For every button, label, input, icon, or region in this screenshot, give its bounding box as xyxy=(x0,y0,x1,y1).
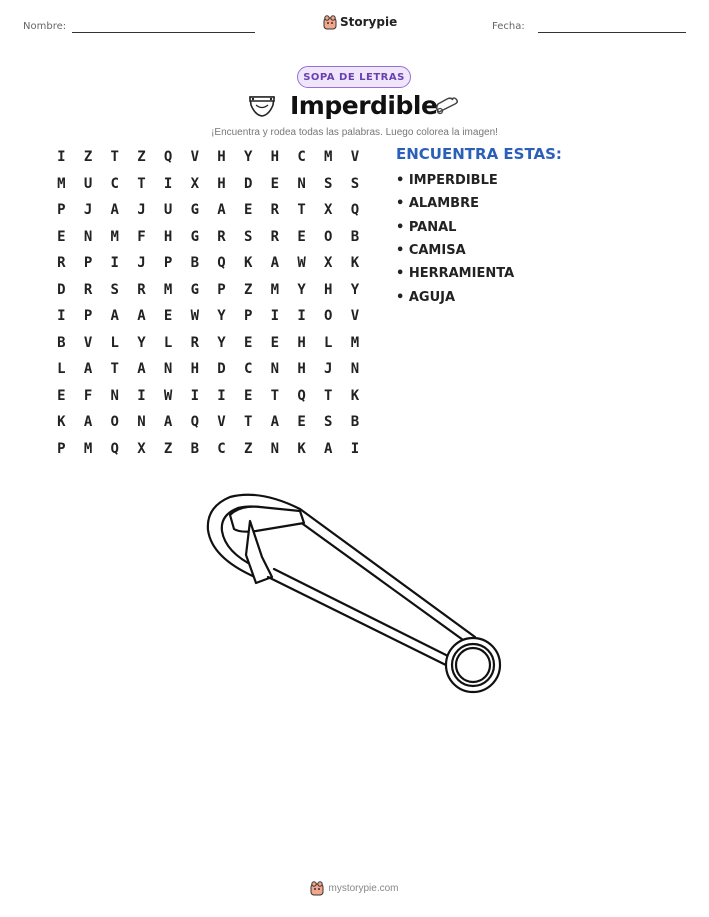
grid-letter[interactable]: L xyxy=(163,334,173,351)
grid-letter[interactable]: H xyxy=(163,228,173,245)
grid-letter[interactable]: H xyxy=(190,361,199,377)
grid-letter[interactable]: E xyxy=(270,175,280,192)
logo-text: Storypie xyxy=(340,15,398,29)
grid-letter[interactable]: Q xyxy=(297,387,306,404)
grid-letter[interactable]: V xyxy=(350,149,360,165)
grid-letter[interactable]: D xyxy=(217,361,226,377)
grid-letter[interactable]: W xyxy=(190,308,199,324)
grid-letter[interactable]: B xyxy=(350,228,360,245)
grid-letter[interactable]: K xyxy=(243,255,253,271)
grid-letter[interactable]: I xyxy=(297,308,306,324)
grid-letter[interactable]: L xyxy=(57,361,66,377)
grid-letter[interactable]: H xyxy=(324,281,333,298)
grid-row xyxy=(48,201,368,228)
grid-letter[interactable]: J xyxy=(83,202,93,218)
grid-letter[interactable]: R xyxy=(57,255,66,271)
grid-letter[interactable]: Y xyxy=(297,281,306,298)
grid-letter[interactable]: Y xyxy=(243,149,253,165)
grid-letter[interactable]: L xyxy=(110,334,119,351)
grid-letter[interactable]: Z xyxy=(137,149,146,165)
grid-letter[interactable]: Q xyxy=(163,149,173,165)
storypie-logo-icon xyxy=(323,14,337,30)
grid-letter[interactable]: G xyxy=(190,202,199,218)
grid-letter[interactable]: Q xyxy=(217,255,226,271)
grid-letter[interactable]: E xyxy=(57,387,66,404)
grid-letter[interactable]: B xyxy=(57,334,66,351)
grid-row xyxy=(48,228,368,255)
grid-letter[interactable]: R xyxy=(137,281,146,298)
grid-letter[interactable]: T xyxy=(110,361,119,377)
grid-letter[interactable]: B xyxy=(190,440,199,457)
grid-letter[interactable]: S xyxy=(110,281,119,298)
grid-letter[interactable]: N xyxy=(110,387,119,404)
word-item: • ALAMBRE xyxy=(396,196,479,211)
grid-letter[interactable]: Q xyxy=(110,440,119,457)
grid-letter[interactable]: I xyxy=(57,308,66,324)
grid-letter[interactable]: Q xyxy=(350,202,360,218)
grid-letter[interactable]: X xyxy=(324,202,333,218)
grid-letter[interactable]: T xyxy=(110,149,119,165)
name-label: Nombre: xyxy=(23,21,67,32)
grid-letter[interactable]: P xyxy=(243,308,253,324)
grid-letter[interactable]: S xyxy=(324,175,333,192)
grid-letter[interactable]: N xyxy=(270,440,280,457)
grid-letter[interactable]: J xyxy=(137,255,146,271)
grid-letter[interactable]: P xyxy=(163,255,173,271)
grid-letter[interactable]: Z xyxy=(163,440,173,457)
grid-letter[interactable]: M xyxy=(57,175,66,192)
grid-letter[interactable]: A xyxy=(270,255,280,271)
grid-letter[interactable]: I xyxy=(163,175,173,192)
grid-letter[interactable]: R xyxy=(270,202,280,218)
grid-letter[interactable]: N xyxy=(297,175,306,192)
grid-letter[interactable]: A xyxy=(83,361,93,377)
grid-letter[interactable]: A xyxy=(137,308,146,324)
grid-letter[interactable]: A xyxy=(217,202,226,218)
grid-letter[interactable]: Q xyxy=(190,414,199,430)
grid-letter[interactable]: A xyxy=(110,308,119,324)
grid-letter[interactable]: G xyxy=(190,228,199,245)
footer xyxy=(0,880,709,896)
grid-letter[interactable]: P xyxy=(57,440,66,457)
grid-letter[interactable]: T xyxy=(270,387,280,404)
grid-letter[interactable]: R xyxy=(83,281,93,298)
grid-letter[interactable]: K xyxy=(297,440,306,457)
grid-letter[interactable]: D xyxy=(243,175,253,192)
grid-letter[interactable]: H xyxy=(270,149,280,165)
grid-letter[interactable]: Y xyxy=(217,334,226,351)
grid-letter[interactable]: W xyxy=(163,387,173,404)
grid-letter[interactable]: E xyxy=(243,387,253,404)
grid-letter[interactable]: S xyxy=(324,414,333,430)
grid-letter[interactable]: N xyxy=(83,228,93,245)
grid-letter[interactable]: N xyxy=(137,414,146,430)
grid-row xyxy=(48,440,368,467)
grid-letter[interactable]: B xyxy=(190,255,199,271)
grid-letter[interactable]: I xyxy=(270,308,280,324)
grid-letter[interactable]: E xyxy=(163,308,173,324)
grid-letter[interactable]: K xyxy=(350,255,360,271)
grid-letter[interactable]: O xyxy=(324,228,333,245)
grid-letter[interactable]: R xyxy=(190,334,199,351)
grid-letter[interactable]: M xyxy=(350,334,360,351)
grid-letter[interactable]: J xyxy=(137,202,146,218)
grid-letter[interactable]: C xyxy=(217,440,226,457)
grid-letter[interactable]: A xyxy=(270,414,280,430)
name-input-line[interactable] xyxy=(72,32,255,33)
page-title: Imperdible xyxy=(290,91,438,120)
grid-letter[interactable]: A xyxy=(163,414,173,430)
grid-letter[interactable]: V xyxy=(190,149,199,165)
safety-pin-illustration xyxy=(200,485,510,700)
storypie-logo xyxy=(323,14,397,30)
grid-letter[interactable]: H xyxy=(297,361,306,377)
grid-letter[interactable]: X xyxy=(324,255,333,271)
grid-letter[interactable]: V xyxy=(350,308,360,324)
word-search-badge: SOPA DE LETRAS xyxy=(297,66,411,88)
grid-letter[interactable]: E xyxy=(297,414,306,430)
grid-letter[interactable]: P xyxy=(217,281,226,298)
grid-letter[interactable]: X xyxy=(137,440,146,457)
grid-letter[interactable]: C xyxy=(110,175,119,192)
grid-letter[interactable]: E xyxy=(243,334,253,351)
grid-letter[interactable]: Z xyxy=(243,440,253,457)
grid-letter[interactable]: J xyxy=(324,361,333,377)
grid-letter[interactable]: T xyxy=(137,175,146,192)
grid-letter[interactable]: M xyxy=(110,228,119,245)
grid-letter[interactable]: S xyxy=(350,175,360,192)
grid-letter[interactable]: M xyxy=(270,281,280,298)
grid-row xyxy=(48,307,368,334)
grid-letter[interactable]: F xyxy=(83,387,93,404)
grid-row xyxy=(48,413,368,440)
grid-letter[interactable]: I xyxy=(217,387,226,404)
grid-letter[interactable]: P xyxy=(83,308,93,324)
grid-letter[interactable]: P xyxy=(57,202,66,218)
grid-letter[interactable]: D xyxy=(57,281,66,298)
grid-letter[interactable]: W xyxy=(297,255,306,271)
footer-url[interactable]: mystorypie.com xyxy=(328,882,399,894)
grid-letter[interactable]: U xyxy=(163,202,173,218)
grid-row xyxy=(48,148,368,175)
grid-letter[interactable]: O xyxy=(110,414,119,430)
grid-letter[interactable]: E xyxy=(297,228,306,245)
grid-row xyxy=(48,254,368,281)
grid-letter[interactable]: S xyxy=(243,228,253,245)
grid-letter[interactable]: U xyxy=(83,175,93,192)
grid-letter[interactable]: P xyxy=(83,255,93,271)
grid-letter[interactable]: M xyxy=(324,149,333,165)
grid-letter[interactable]: H xyxy=(217,175,226,192)
grid-letter[interactable]: T xyxy=(243,414,253,430)
grid-letter[interactable]: C xyxy=(297,149,306,165)
grid-letter[interactable]: N xyxy=(270,361,280,377)
grid-letter[interactable]: Y xyxy=(217,308,226,324)
grid-letter[interactable]: E xyxy=(270,334,280,351)
word-item: • HERRAMIENTA xyxy=(396,266,515,281)
date-label: Fecha: xyxy=(492,21,525,32)
grid-letter[interactable]: O xyxy=(324,308,333,324)
grid-letter[interactable]: Y xyxy=(137,334,146,351)
grid-letter[interactable]: V xyxy=(83,334,93,351)
grid-letter[interactable]: N xyxy=(350,361,360,377)
grid-letter[interactable]: K xyxy=(57,414,66,430)
word-list-title: ENCUENTRA ESTAS: xyxy=(396,145,562,163)
grid-letter[interactable]: T xyxy=(324,387,333,404)
grid-row xyxy=(48,387,368,414)
grid-letter[interactable]: B xyxy=(350,414,360,430)
grid-letter[interactable]: Z xyxy=(83,149,93,165)
grid-letter[interactable]: I xyxy=(110,255,119,271)
grid-letter[interactable]: A xyxy=(324,440,333,457)
grid-row xyxy=(48,281,368,308)
grid-letter[interactable]: I xyxy=(57,149,66,165)
grid-letter[interactable]: X xyxy=(190,175,199,192)
grid-letter[interactable]: R xyxy=(217,228,226,245)
word-item: • AGUJA xyxy=(396,290,456,305)
grid-letter[interactable]: A xyxy=(137,361,146,377)
grid-letter[interactable]: F xyxy=(137,228,146,245)
grid-letter[interactable]: M xyxy=(83,440,93,457)
grid-letter[interactable]: K xyxy=(350,387,360,404)
grid-letter[interactable]: N xyxy=(163,361,173,377)
grid-letter[interactable]: M xyxy=(163,281,173,298)
grid-letter[interactable]: V xyxy=(217,414,226,430)
grid-row xyxy=(48,334,368,361)
word-item: • CAMISA xyxy=(396,243,466,258)
grid-letter[interactable]: I xyxy=(350,440,360,457)
grid-letter[interactable]: A xyxy=(110,202,119,218)
grid-letter[interactable]: I xyxy=(190,387,199,404)
grid-letter[interactable]: C xyxy=(243,361,253,377)
diaper-icon xyxy=(247,93,277,119)
safety-pin-small-icon xyxy=(434,95,460,117)
storypie-logo-icon xyxy=(310,880,324,896)
grid-row xyxy=(48,360,368,387)
grid-letter[interactable]: I xyxy=(137,387,146,404)
instructions-text: ¡Encuentra y rodea todas las palabras. Luego colorea la imagen! xyxy=(211,127,498,138)
grid-letter[interactable]: E xyxy=(243,202,253,218)
grid-letter[interactable]: G xyxy=(190,281,199,298)
word-item: • PANAL xyxy=(396,220,457,235)
letter-grid xyxy=(48,148,368,466)
grid-letter[interactable]: H xyxy=(297,334,306,351)
grid-letter[interactable]: Z xyxy=(243,281,253,298)
grid-letter[interactable]: Y xyxy=(350,281,360,298)
word-item: • IMPERDIBLE xyxy=(396,173,498,188)
grid-letter[interactable]: L xyxy=(324,334,333,351)
grid-row xyxy=(48,175,368,202)
date-input-line[interactable] xyxy=(538,32,686,33)
grid-letter[interactable]: A xyxy=(83,414,93,430)
grid-letter[interactable]: R xyxy=(270,228,280,245)
grid-letter[interactable]: T xyxy=(297,202,306,218)
grid-letter[interactable]: H xyxy=(217,149,226,165)
grid-letter[interactable]: E xyxy=(57,228,66,245)
